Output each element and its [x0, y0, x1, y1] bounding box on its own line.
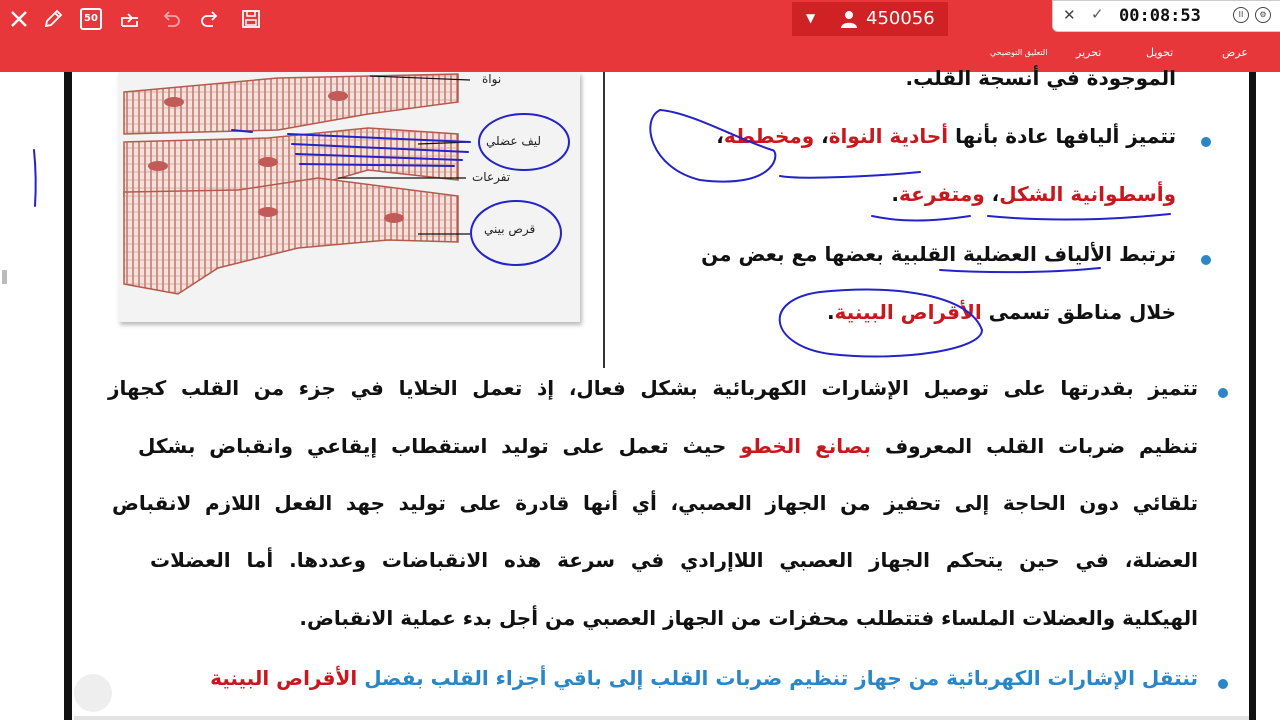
bullet [1218, 679, 1228, 689]
bullet [1201, 137, 1211, 147]
text-last-line: تنتقل الإشارات الكهربائية من جهاز تنظيم ضربات القلب إلى باقي أجزاء القلب بفضل الأقراص البينية [210, 666, 1198, 690]
user-selector[interactable] [792, 2, 948, 36]
text-bullet-1-line-1: تتميز أليافها عادة بأنها أحادية النواة، ومخططة، [716, 124, 1176, 148]
bullet [1218, 388, 1228, 398]
redo-icon[interactable] [199, 8, 221, 30]
chevron-down-icon: ▼ [806, 11, 816, 25]
cardiac-muscle-drawing [118, 72, 580, 322]
text-bullet-2-line-1: ترتبط الألياف العضلية القلبية بعضها مع بعض من [701, 242, 1176, 266]
timer-check-icon[interactable]: ✓ [1091, 5, 1104, 23]
scroll-handle[interactable] [2, 270, 7, 284]
page-border-right [1249, 72, 1256, 720]
floating-circle-button[interactable] [74, 674, 112, 712]
paragraph-line-2: تنظيم ضربات القلب المعروف بصانع الخطو حيث تعمل على توليد استقطاب إيقاعي وانقباض بشكل [138, 434, 1198, 458]
label-branches: تفرعات [472, 170, 511, 184]
timer-value: 00:08:53 [1119, 6, 1201, 26]
recording-timer [1052, 0, 1280, 32]
top-toolbar [0, 0, 1280, 72]
bottom-scrollbar[interactable] [74, 716, 1249, 720]
page-border-left [64, 72, 72, 720]
settings-icon[interactable]: ⚙ [1255, 7, 1271, 23]
user-id: 450056 [866, 8, 935, 29]
menu-comment[interactable]: التعليق التوضيحي [990, 48, 1048, 57]
save-icon[interactable] [240, 8, 262, 30]
bullet [1201, 255, 1211, 265]
text-bullet-1-line-2: وأسطوانية الشكل، ومتفرعة. [891, 182, 1176, 206]
timer-close-icon[interactable]: ✕ [1063, 6, 1076, 24]
menu-convert[interactable]: تحويل [1146, 46, 1174, 59]
text-bullet-2-line-2: خلال مناطق تسمى الأقراص البينية. [826, 300, 1176, 324]
cardiac-muscle-figure [118, 72, 580, 322]
close-icon[interactable] [8, 8, 30, 30]
paragraph-line-5: الهيكلية والعضلات الملساء فتتطلب محفزات من الجهاز العصبي من أجل بدء عملية الانقباض. [299, 606, 1198, 630]
menu-view[interactable]: عرض [1222, 46, 1248, 59]
text-line-1: الموجودة في أنسجة القلب. [905, 66, 1176, 90]
share-icon[interactable] [119, 8, 141, 30]
menu-edit[interactable]: تحرير [1076, 46, 1102, 59]
paragraph-line-4: العضلة، في حين يتحكم الجهاز العصبي اللاإرادي في سرعة هذه الانقباضات وعددها. أما العضلات [150, 548, 1198, 572]
label-intercalated-disc: قرص بيني [484, 222, 536, 236]
pen-icon[interactable] [42, 8, 64, 30]
label-nucleus: نواة [482, 72, 502, 86]
user-icon [840, 10, 858, 28]
label-muscle-fiber: ليف عضلي [486, 134, 542, 148]
paragraph-line-3: تلقائي دون الحاجة إلى تحفيز من الجهاز العصبي، أي أنها قادرة على توليد جهد الفعل اللازم لانقباض [112, 491, 1198, 515]
paragraph-line-1: تتميز بقدرتها على توصيل الإشارات الكهربائية بشكل فعال، إذ تعمل الخلايا في جزء من القلب كجهاز [108, 376, 1198, 400]
undo-icon[interactable] [160, 8, 182, 30]
pause-icon[interactable]: II [1233, 7, 1249, 23]
badge-50-icon[interactable]: 50 [80, 8, 102, 30]
column-divider [603, 72, 605, 368]
